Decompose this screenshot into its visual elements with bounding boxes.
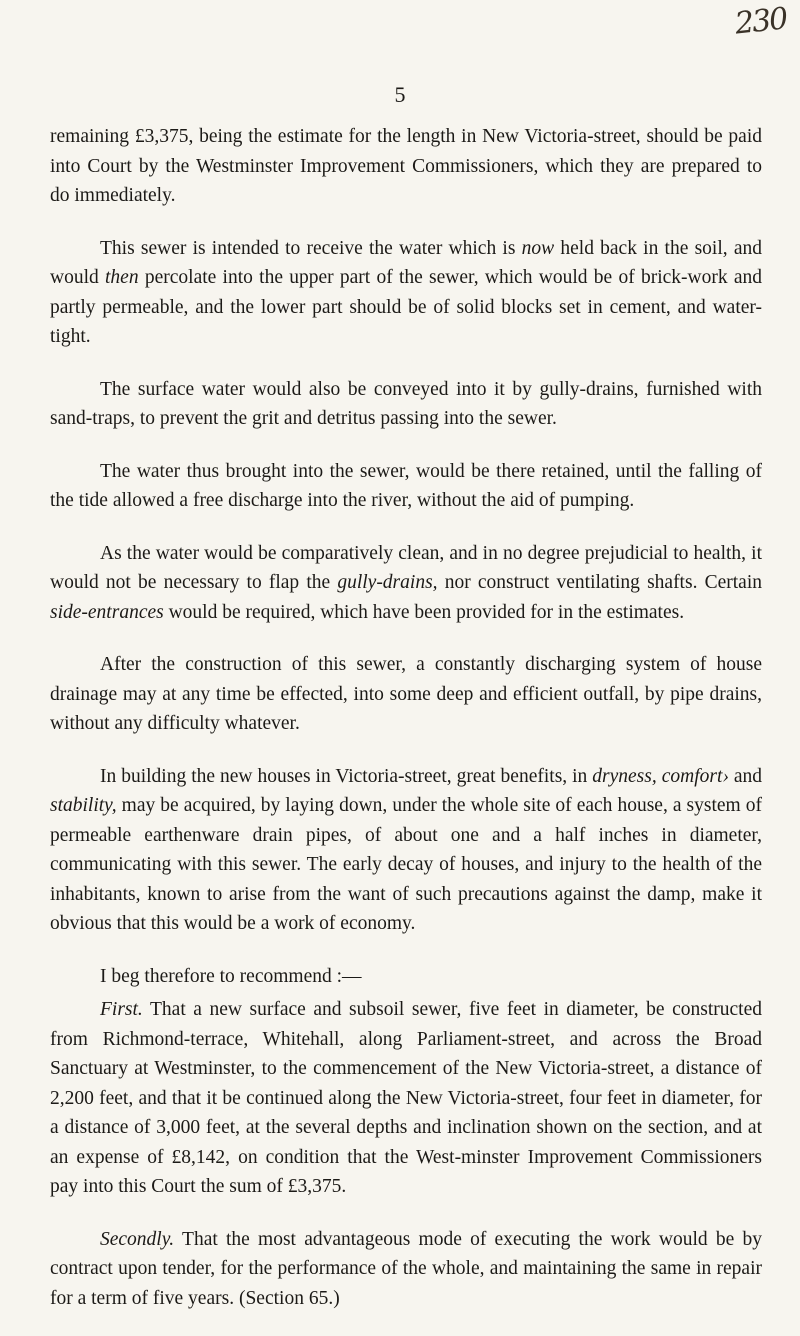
- text-run: would be required, which have been provided for in the estimates.: [163, 601, 685, 623]
- text-run: That the most advantageous mode of executing the work would be by contract upon tender, for the performance of the whole, and maintaining the same in repair for a term of five years. (Section 65.): [50, 1228, 762, 1309]
- text-run: That a new surface and subsoil sewer, five feet in diameter, be constructed from Richmond-terrace, Whitehall, along Parliament-street, and across the Broad Sanctuary at Westminster, to the commencement of the New Victoria-street, a distance of 2,200 feet, and that it be continued along the New Victoria-street, four feet in diameter, for a distance of 3,000 feet, at the several depths and inclination shown on the section, and at an expense of £8,142, on condition that the West-minster Improvement Commissioners pay into this Court the sum of £3,375.: [50, 999, 762, 1197]
- emphasis: gully-drains,: [337, 572, 438, 593]
- emphasis: Secondly.: [100, 1228, 175, 1250]
- paragraph-2: [50, 234, 762, 352]
- paragraph-9: [50, 995, 762, 1202]
- text-run: percolate into the upper part of the sewer, which would be of brick-work and partly permeable, and the lower part should be of solid blocks set in cement, and water-tight.: [50, 267, 762, 347]
- text-run: This sewer is intended to receive the water which is: [100, 237, 522, 259]
- text-run: may be acquired, by laying down, under the whole site of each house, a system of permeable earthenware drain pipes, of about one and a half inches in diameter, communicating with this sewer. The early decay of houses, and injury to the health of the inhabitants, known to arise from the want of such precautions against the damp, make it obvious that this would be a work of economy.: [50, 795, 762, 934]
- emphasis: side-entrances: [50, 601, 164, 623]
- emphasis: now: [521, 237, 555, 259]
- paragraph-8: I beg therefore to recommend :—: [100, 965, 362, 987]
- document-body: [50, 122, 762, 1336]
- text-run: held back in the soil, and would: [50, 237, 762, 288]
- emphasis: dryness, comfort›: [592, 765, 729, 787]
- text-run: In building the new houses in Victoria-street, great benefits, in: [100, 765, 593, 787]
- text-run: and: [728, 765, 763, 787]
- paragraph-4: The water thus brought into the sewer, would be there retained, until the falling of the tide allowed a free discharge into the river, without the aid of pumping.: [50, 460, 762, 511]
- emphasis: First.: [100, 999, 143, 1020]
- emphasis: then: [105, 267, 139, 288]
- text-run: nor construct ventilating shafts. Certain: [437, 572, 763, 593]
- paragraph-5: [50, 539, 762, 628]
- paragraph-7: [50, 762, 762, 939]
- paragraph-10: [50, 1225, 762, 1314]
- handwritten-annotation: 230: [733, 1, 788, 42]
- emphasis: stability,: [50, 795, 117, 816]
- page-number: 5: [394, 82, 406, 107]
- paragraph-6: After the construction of this sewer, a constantly discharging system of house drainage may at any time be effected, into some deep and efficient outfall, by pipe drains, without any difficulty whatever.: [50, 654, 762, 734]
- paragraph-1: remaining £3,375, being the estimate for the length in New Victoria-street, should be paid into Court by the Westminster Improvement Commissioners, which they are prepared to do immediately.: [50, 126, 762, 206]
- paragraph-3: The surface water would also be conveyed into it by gully-drains, furnished with sand-traps, to prevent the grit and detritus passing into the sewer.: [50, 378, 762, 429]
- text-run: As the water would be comparatively clean, and in no degree prejudicial to health, it would not be necessary to flap the: [50, 542, 762, 593]
